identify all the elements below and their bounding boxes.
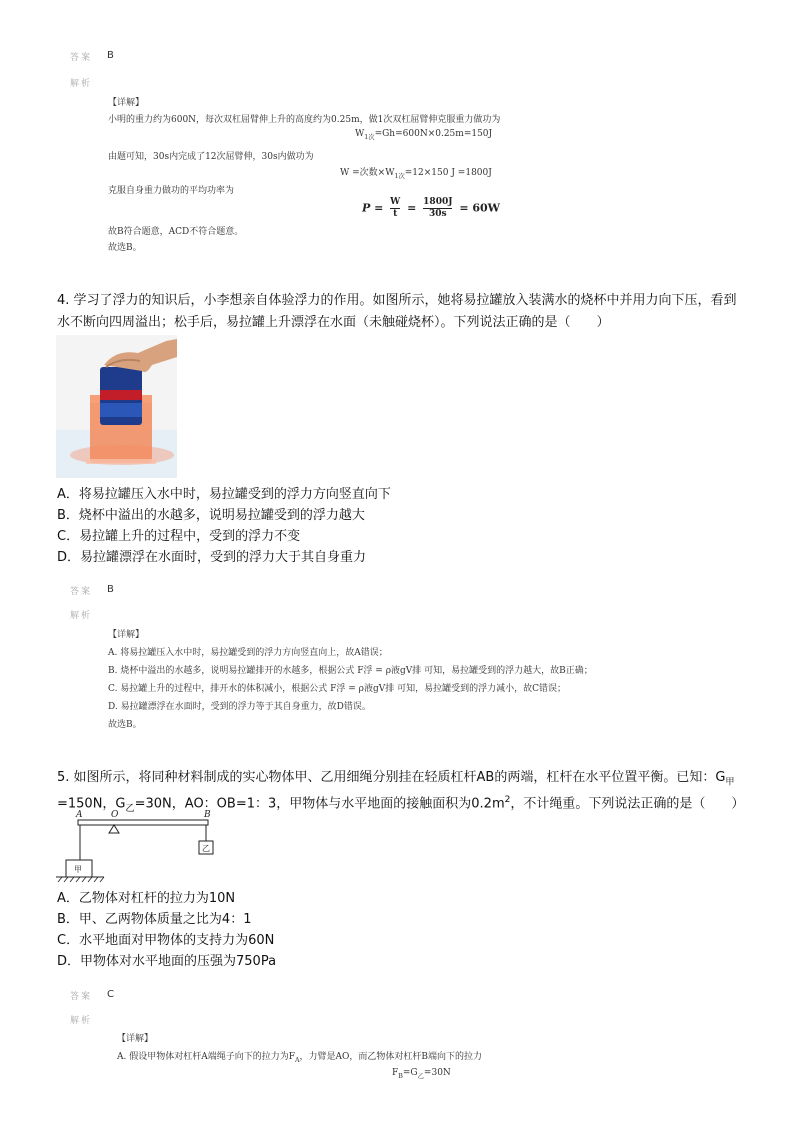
analysis-tag: 解析 [70, 611, 93, 621]
lever-diagram [56, 808, 226, 884]
option-b: B．甲、乙两物体质量之比为4：1 [57, 912, 252, 927]
detail-tag: 【详解】 [108, 630, 145, 640]
analysis-tag: 解析 [70, 79, 93, 89]
can-in-beaker-photo [56, 335, 177, 478]
label-o: O [111, 810, 119, 820]
answer-tag: 答案 [70, 587, 93, 597]
option-c: C．水平地面对甲物体的支持力为60N [57, 933, 275, 948]
analysis-line: A. 将易拉罐压入水中时，易拉罐受到的浮力方向竖直向上，故A错误； [108, 648, 388, 658]
label-a: A [76, 810, 83, 820]
detail-tag: 【详解】 [117, 1034, 154, 1044]
option-d: D．甲物体对水平地面的压强为750Pa [57, 954, 277, 969]
answer-value: B [107, 584, 114, 595]
detail-tag: 【详解】 [108, 98, 145, 108]
analysis-line: D. 易拉罐漂浮在水面时，受到的浮力等于其自身重力，故D错误。 [108, 702, 371, 712]
analysis-line: 由题可知，30s内完成了12次屈臂伸，30s内做功为 [108, 152, 314, 162]
analysis-line: 故选B。 [108, 720, 142, 730]
analysis-line: A. 假设甲物体对杠杆A端绳子向下的拉力为$F_A$，力臂是AO，而乙物体对杠杆B端向下的拉力 [117, 1052, 483, 1064]
analysis-tag: 解析 [70, 1016, 93, 1026]
question-4-text: 4. 学习了浮力的知识后，小李想亲自体验浮力的作用。如图所示，她将易拉罐放入装满水的烧杯中并用力向下压，看到 [57, 293, 737, 308]
total-work-equation: W =次数$\times W_{1次}=12\times 150$ J =1800J [340, 168, 492, 180]
question-4-text: 水不断向四周溢出；松手后，易拉罐上升漂浮在水面（未触碰烧杯）。下列说法正确的是（ ） [57, 315, 610, 330]
answer-tag: 答案 [70, 992, 93, 1002]
analysis-line: 克服自身重力做功的平均功率为 [108, 186, 235, 196]
force-equation: $F_B=G_乙=30N$ [392, 1068, 451, 1080]
analysis-line: B. 烧杯中溢出的水越多，说明易拉罐排开的水越多，根据公式 F浮 = ρ液gV排 可知，易拉罐受到的浮力越大，故B正确； [108, 666, 593, 676]
analysis-line: 故B符合题意，ACD不符合题意。 [108, 227, 244, 237]
answer-tag: 答案 [70, 53, 93, 63]
option-d: D．易拉罐漂浮在水面时，受到的浮力大于其自身重力 [57, 550, 367, 565]
question-5-text: =150N，$G_乙=30N$，AO：OB=1：3，甲物体与水平地面的接触面积为$0.2m^2$，不计绳重。下列说法正确的是（ ） [57, 795, 745, 814]
option-b: B．烧杯中溢出的水越多，说明易拉罐受到的浮力越大 [57, 508, 365, 523]
analysis-line: 小明的重力约为600N，每次双杠屈臂伸上升的高度约为0.25m，做1次双杠屈臂伸克服重力做功为 [108, 115, 501, 125]
option-a: A．乙物体对杠杆的拉力为10N [57, 891, 236, 906]
label-b: B [204, 810, 211, 820]
power-formula: P = $\frac{W}{t}$ = $\frac{1800J}{30s}$ = 60W [362, 197, 501, 219]
analysis-line: C. 易拉罐上升的过程中，排开水的体积减小，根据公式 F浮 = ρ液gV排 可知，易拉罐受到的浮力减小，故C错误； [108, 684, 566, 694]
analysis-line: 故选B。 [108, 243, 142, 253]
label-yi: 乙 [202, 844, 210, 853]
question-5-text: 5. 如图所示，将同种材料制成的实心物体甲、乙用细绳分别挂在轻质杠杆AB的两端，杠杆在水平位置平衡。已知：$G_甲$ [57, 770, 735, 788]
label-jia: 甲 [74, 865, 82, 874]
work-equation: $W_{1次}=Gh=600N\times 0.25m=150J$ [355, 129, 493, 141]
option-c: C．易拉罐上升的过程中，受到的浮力不变 [57, 529, 301, 544]
answer-value: C [107, 989, 114, 1000]
answer-value: B [107, 50, 114, 61]
option-a: A．将易拉罐压入水中时，易拉罐受到的浮力方向竖直向下 [57, 487, 391, 502]
